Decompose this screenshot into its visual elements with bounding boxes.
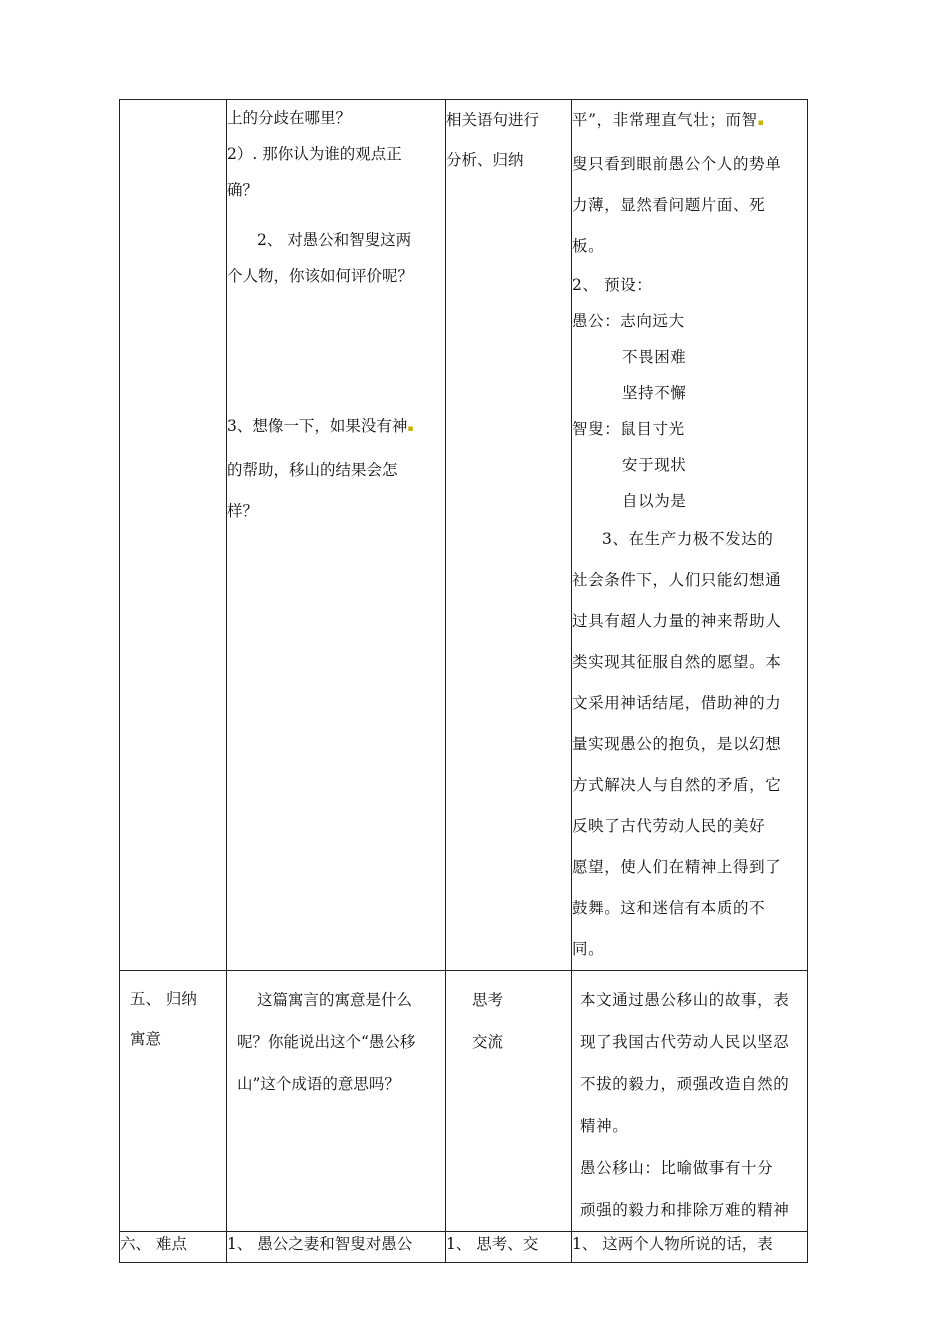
question-text: 2）. 那你认为谁的观点正 bbox=[227, 145, 402, 163]
zhisou-trait: 安于现状 bbox=[622, 456, 687, 474]
activity-text: 相关语句进行 bbox=[446, 111, 540, 129]
answer-3: 3、在生产力极不发达的 bbox=[602, 530, 774, 548]
step-cell bbox=[120, 971, 227, 1232]
student-activity-cell bbox=[446, 971, 572, 1232]
step-title: 寓意 bbox=[130, 1030, 162, 1048]
answer-text: 本文通过愚公移山的故事，表 bbox=[580, 991, 790, 1009]
answer-3: 类实现其征服自然的愿望。本 bbox=[572, 653, 782, 671]
preset-label: 2、 预设： bbox=[572, 276, 653, 294]
design-intent-cell: 1、 这两个人物所说的话，表 bbox=[572, 1232, 808, 1263]
activity-text: 交流 bbox=[472, 1033, 504, 1051]
answer-text: 叟只看到眼前愚公个人的势单 bbox=[572, 155, 782, 173]
step-cell: 六、 难点 bbox=[120, 1232, 227, 1263]
question-3: 3、想像一下，如果没有神▪ bbox=[227, 417, 414, 435]
teacher-activity-cell: 1、 愚公之妻和智叟对愚公 bbox=[227, 1232, 446, 1263]
table-row bbox=[120, 971, 808, 1232]
answer-text: 板。 bbox=[572, 237, 605, 255]
answer-3: 文采用神话结尾，借助神的力 bbox=[572, 694, 782, 712]
yugong-trait: 坚持不懈 bbox=[622, 384, 687, 402]
answer-text: 不拔的毅力，顽强改造自然的 bbox=[580, 1075, 790, 1093]
answer-text: 力薄，显然看问题片面、死 bbox=[572, 196, 766, 214]
answer-3: 方式解决人与自然的矛盾，它 bbox=[572, 776, 782, 794]
table-row bbox=[120, 100, 808, 971]
zhisou-trait: 自以为是 bbox=[622, 492, 687, 510]
answer-3: 同。 bbox=[572, 940, 605, 958]
answer-text: 平”，非常理直气壮；而智▪ bbox=[572, 111, 765, 129]
design-intent-cell bbox=[572, 971, 808, 1232]
teacher-activity-cell bbox=[227, 971, 446, 1232]
student-activity-cell: 1、 思考、交 bbox=[446, 1232, 572, 1263]
question-3-cont: 样？ bbox=[227, 502, 259, 520]
step-cell-empty bbox=[120, 100, 227, 971]
answer-3: 鼓舞。这和迷信有本质的不 bbox=[572, 899, 766, 917]
question-text: 呢？你能说出这个“愚公移 bbox=[237, 1033, 416, 1051]
question-text: 上的分歧在哪里？ bbox=[227, 109, 352, 127]
question-text: 这篇寓言的寓意是什么 bbox=[257, 991, 413, 1009]
question-2-cont: 个人物，你该如何评价呢？ bbox=[227, 267, 414, 285]
question-2: 2、 对愚公和智叟这两 bbox=[257, 231, 412, 249]
answer-text: 精神。 bbox=[580, 1117, 629, 1135]
yugong-trait: 愚公：志向远大 bbox=[572, 312, 685, 330]
answer-3: 反映了古代劳动人民的美好 bbox=[572, 817, 766, 835]
table-row bbox=[120, 1232, 808, 1263]
teacher-activity-cell bbox=[227, 100, 446, 971]
design-intent-cell bbox=[572, 100, 808, 971]
question-text: 确？ bbox=[227, 181, 259, 199]
answer-3: 过具有超人力量的神来帮助人 bbox=[572, 612, 782, 630]
step-title: 五、 归纳 bbox=[130, 990, 197, 1008]
question-3-cont: 的帮助，移山的结果会怎 bbox=[227, 461, 398, 479]
student-activity-cell bbox=[446, 100, 572, 971]
zhisou-trait: 智叟：鼠目寸光 bbox=[572, 420, 685, 438]
lesson-plan-table bbox=[119, 99, 808, 1263]
answer-3: 量实现愚公的抱负，是以幻想 bbox=[572, 735, 782, 753]
answer-text: 现了我国古代劳动人民以坚忍 bbox=[580, 1033, 790, 1051]
answer-3: 愿望，使人们在精神上得到了 bbox=[572, 858, 782, 876]
activity-text: 思考 bbox=[472, 991, 504, 1009]
activity-text: 分析、归纳 bbox=[446, 151, 524, 169]
yugong-trait: 不畏困难 bbox=[622, 348, 687, 366]
answer-3: 社会条件下，人们只能幻想通 bbox=[572, 571, 782, 589]
answer-text: 顽强的毅力和排除万难的精神 bbox=[580, 1201, 790, 1219]
question-text: 山”这个成语的意思吗？ bbox=[237, 1075, 400, 1093]
answer-text: 愚公移山：比喻做事有十分 bbox=[580, 1159, 774, 1177]
